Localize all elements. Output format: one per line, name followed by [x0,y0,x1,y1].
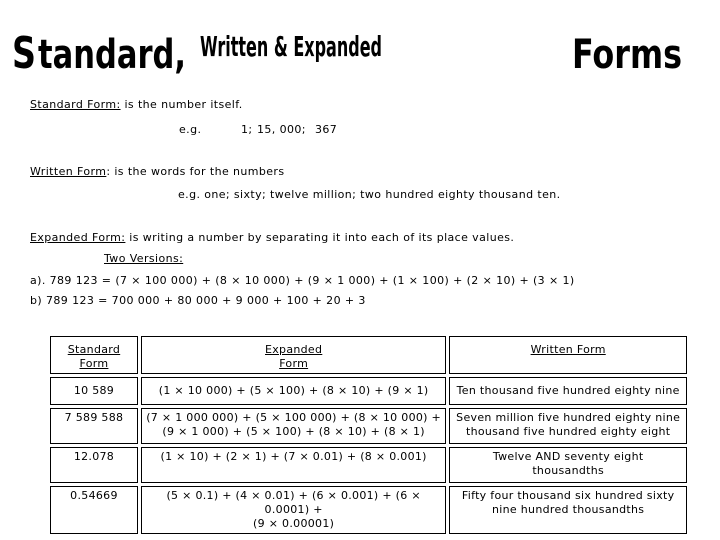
cell-written-line-2: nine hundred thousandths [492,503,645,516]
cell-expanded-line-1: (1 × 10) + (2 × 1) + (7 × 0.01) + (8 × 0.001) [160,450,427,463]
standard-form-term: Standard Form: [30,98,121,111]
title-word-standard: tandard, [38,32,186,78]
cell-expanded [141,408,446,444]
expanded-form-version-a: a). 789 123 = (7 × 100 000) + (8 × 10 000) + (9 × 1 000) + (1 × 100) + (2 × 10) + (3 × 1) [30,274,575,287]
header-standard-form [50,336,138,374]
cell-written-line-2: thousand five hundred eighty eight [465,425,671,438]
forms-table [47,333,690,537]
table-row [50,447,687,483]
cell-standard: 7 589 588 [50,408,138,444]
written-form-definition [30,165,284,179]
header-expanded-form [141,336,446,374]
cell-written-line-1: Ten thousand five hundred eighty nine [456,384,680,397]
cell-written [449,486,687,534]
standard-form-example-3: 367 [315,123,338,136]
cell-expanded [141,447,446,483]
table-row [50,377,687,405]
cell-expanded-line-1: (7 × 1 000 000) + (5 × 100 000) + (8 × 10 000) + [146,411,442,424]
header-expanded-line-1: Expanded [265,343,323,356]
title-letter-s: S [12,28,36,78]
cell-written-line-2: thousandths [532,464,605,477]
cell-expanded [141,377,446,405]
standard-form-definition [30,98,243,112]
standard-form-example-1: 1; [241,123,253,136]
standard-form-example-2: 15, 000; [257,123,306,136]
written-form-term: Written Form [30,165,107,178]
table-header-row [50,336,687,374]
written-form-examples: e.g. one; sixty; twelve million; two hundred eighty thousand ten. [178,188,561,201]
cell-expanded-line-2: (9 × 1 000) + (5 × 100) + (8 × 10) + (8 × 1) [162,425,425,438]
header-standard-line-2: Form [79,357,109,370]
cell-standard: 10 589 [50,377,138,405]
header-expanded-line-2: Form [279,357,309,370]
standard-form-text: is the number itself. [120,98,243,111]
cell-written-line-1: Seven million five hundred eighty nine [456,411,681,424]
written-form-text: : is the words for the numbers [106,165,285,178]
expanded-form-version-b: b) 789 123 = 700 000 + 80 000 + 9 000 + 100 + 20 + 3 [30,294,366,307]
cell-written [449,377,687,405]
expanded-form-term: Expanded Form: [30,231,126,244]
expanded-form-versions-heading: Two Versions: [104,252,184,265]
cell-written [449,408,687,444]
expanded-form-text: is writing a number by separating it into each of its place values. [125,231,515,244]
page-title [10,18,710,78]
table-row [50,408,687,444]
expanded-form-definition [30,231,514,245]
standard-form-examples [179,123,337,137]
cell-expanded-line-1: (1 × 10 000) + (5 × 100) + (8 × 10) + (9 × 1) [158,384,429,397]
header-standard-line-1: Standard [67,343,121,356]
standard-form-eg: e.g. [179,123,202,136]
title-words-written-expanded: Written & Expanded [200,30,382,63]
cell-standard: 0.54669 [50,486,138,534]
table-row [50,486,687,534]
cell-expanded-line-2: (9 × 0.00001) [253,517,335,530]
title-word-forms: Forms [572,32,682,78]
header-written-form: Written Form [449,336,687,374]
cell-expanded-line-1: (5 × 0.1) + (4 × 0.01) + (6 × 0.001) + (6 × 0.0001) + [166,489,421,516]
cell-written-line-1: Twelve AND seventy eight [492,450,644,463]
cell-standard: 12.078 [50,447,138,483]
cell-expanded [141,486,446,534]
cell-written [449,447,687,483]
cell-written-line-1: Fifty four thousand six hundred sixty [461,489,675,502]
